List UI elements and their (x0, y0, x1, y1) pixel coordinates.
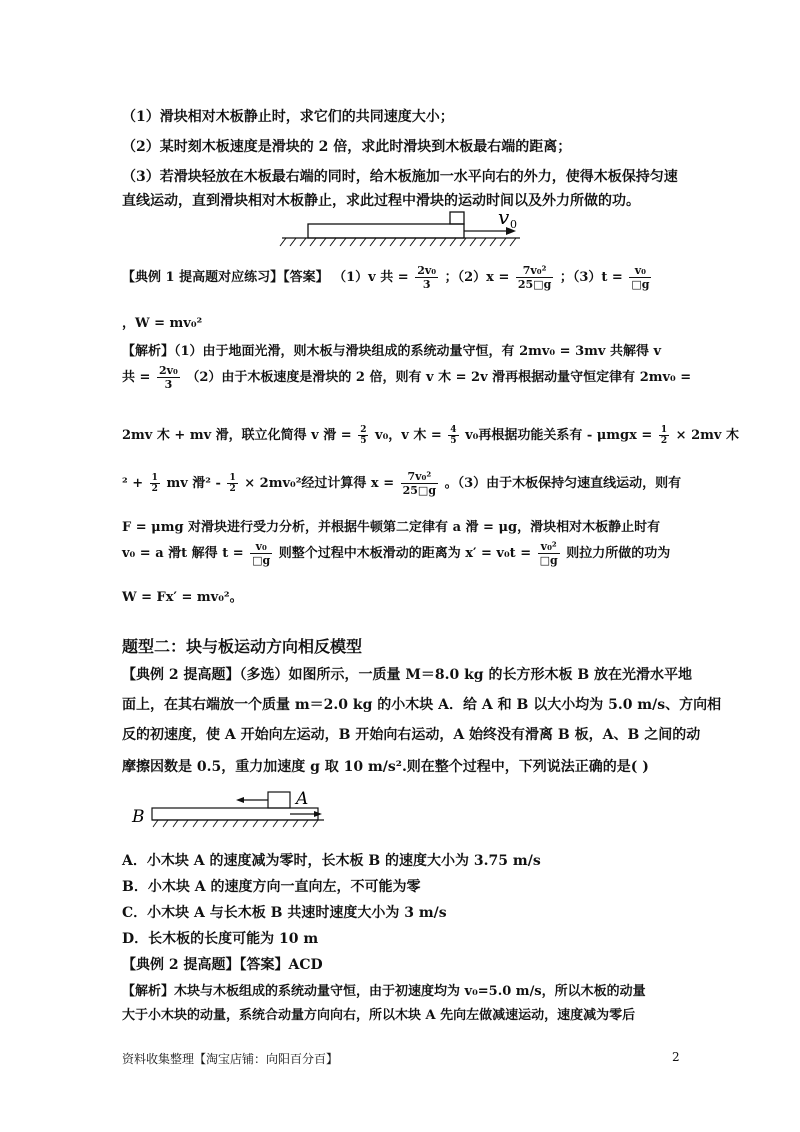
example2-line-2: 面上，在其右端放一个质量 m＝2.0 kg 的小木块 A．给 A 和 B 以大小均为 5.0 m/s、方向相 (122, 697, 722, 713)
analysis1-line2: 共 = $\frac{\text{2v₀}}{3}$ （2）由于木板速度是滑块的 2 倍，则有 v 木 = 2v 滑再根据动量守恒定律有 2mv₀ = (122, 364, 692, 391)
answer1-label: 【典例 1 提高题对应练习】【答案】 (122, 270, 329, 285)
option-b: B．小木块 A 的速度方向一直向左，不可能为零 (122, 879, 421, 895)
analysis1-line4: ² + $\frac{1}{2}$ mv 滑² - $\frac{1}{2}$ × 2mv₀²经过计算得 x = $\frac{\text{7v₀²}}{25□g}$ 。（3）由于木板保持匀速直线运动，则有 (122, 470, 682, 497)
question-line-3: （3）若滑块轻放在木板最右端的同时，给木板施加一水平向右的外力，使得木板保持匀速 (122, 169, 678, 185)
figure-board-slider (270, 206, 530, 252)
section2-title: 题型二：块与板运动方向相反模型 (122, 637, 363, 656)
analysis2-line-2: 大于小木块的动量，系统合动量方向向右，所以木块 A 先向左做减速运动，速度减为零后 (122, 1008, 636, 1023)
label-a: A (296, 789, 309, 809)
page-number: 2 (672, 1050, 680, 1064)
label-b: B (132, 807, 145, 827)
option-d: D．长木板的长度可能为 10 m (122, 931, 319, 947)
question-line-4: 直线运动，直到滑块相对木板静止，求此过程中滑块的运动时间以及外力所做的功。 (122, 193, 640, 209)
example2-line-3: 反的初速度，使 A 开始向左运动，B 开始向右运动，A 始终没有滑离 B 板，A、B 之间的动 (122, 727, 701, 743)
figure-block-board (128, 786, 328, 830)
question-line-2: （2）某时刻木板速度是滑块的 2 倍，求此时滑块到木板最右端的距离； (122, 139, 572, 155)
option-a: A．小木块 A 的速度减为零时，长木板 B 的速度大小为 3.75 m/s (122, 853, 541, 869)
answer1-part1: （1）v 共 = (333, 270, 409, 285)
analysis1-line6: v₀ = a 滑t 解得 t = $\frac{\text{v₀}}{□g}$ 则整个过程中木板滑动的距离为 x′ = v₀t = $\frac{\text{v₀²}}{□g}$ 则拉力所做的功为 (122, 540, 671, 567)
example2-line-1: 【典例 2 提高题】（多选）如图所示，一质量 M＝8.0 kg 的长方形木板 B 放在光滑水平地 (122, 667, 693, 683)
option-c: C．小木块 A 与长木板 B 共速时速度大小为 3 m/s (122, 905, 447, 921)
answer1-line: 【典例 1 提高题对应练习】【答案】 （1）v 共 = $\frac{\text{2v₀}}{3}$ ；（2）x = $\frac{\text{7v₀²}}{25□g}$ ；（3）t = $\frac{\text{v₀}}{□g}$ (122, 264, 650, 291)
analysis2-line-1: 【解析】木块与木板组成的系统动量守恒，由于初速度均为 v₀=5.0 m/s，所以木板的动量 (122, 984, 646, 999)
footer-source: 资料收集整理【淘宝店铺：向阳百分百】 (122, 1052, 339, 1066)
analysis1-line5: F = μmg 对滑块进行受力分析，并根据牛顿第二定律有 a 滑 = μg，滑块相对木板静止时有 (122, 520, 661, 535)
answer1-part2: ；（2）x = (444, 270, 510, 285)
answer1-line2: ，W = mv₀² (122, 316, 203, 331)
velocity-subscript: 0 (510, 218, 517, 231)
answer2: 【典例 2 提高题】【答案】ACD (122, 957, 323, 973)
analysis1-line1: 【解析】（1）由于地面光滑，则木板与滑块组成的系统动量守恒，有 2mv₀ = 3mv 共解得 v (122, 344, 662, 359)
analysis1-line7: W = Fx′ = mv₀²。 (122, 590, 243, 605)
example2-line-4: 摩擦因数是 0.5，重力加速度 g 取 10 m/s².则在整个过程中，下列说法正确的是( ) (122, 759, 649, 775)
analysis1-line3: 2mv 木 + mv 滑，联立化简得 v 滑 = $\frac{2}{5}$ v₀，v 木 = $\frac{4}{5}$ v₀再根据功能关系有 - μmgx = $\frac{1}{2}$ × 2mv 木 (122, 425, 739, 446)
question-line-1: （1）滑块相对木板静止时，求它们的共同速度大小； (122, 109, 454, 125)
velocity-label: v (498, 206, 510, 229)
answer1-part3: ；（3）t = (559, 270, 623, 285)
